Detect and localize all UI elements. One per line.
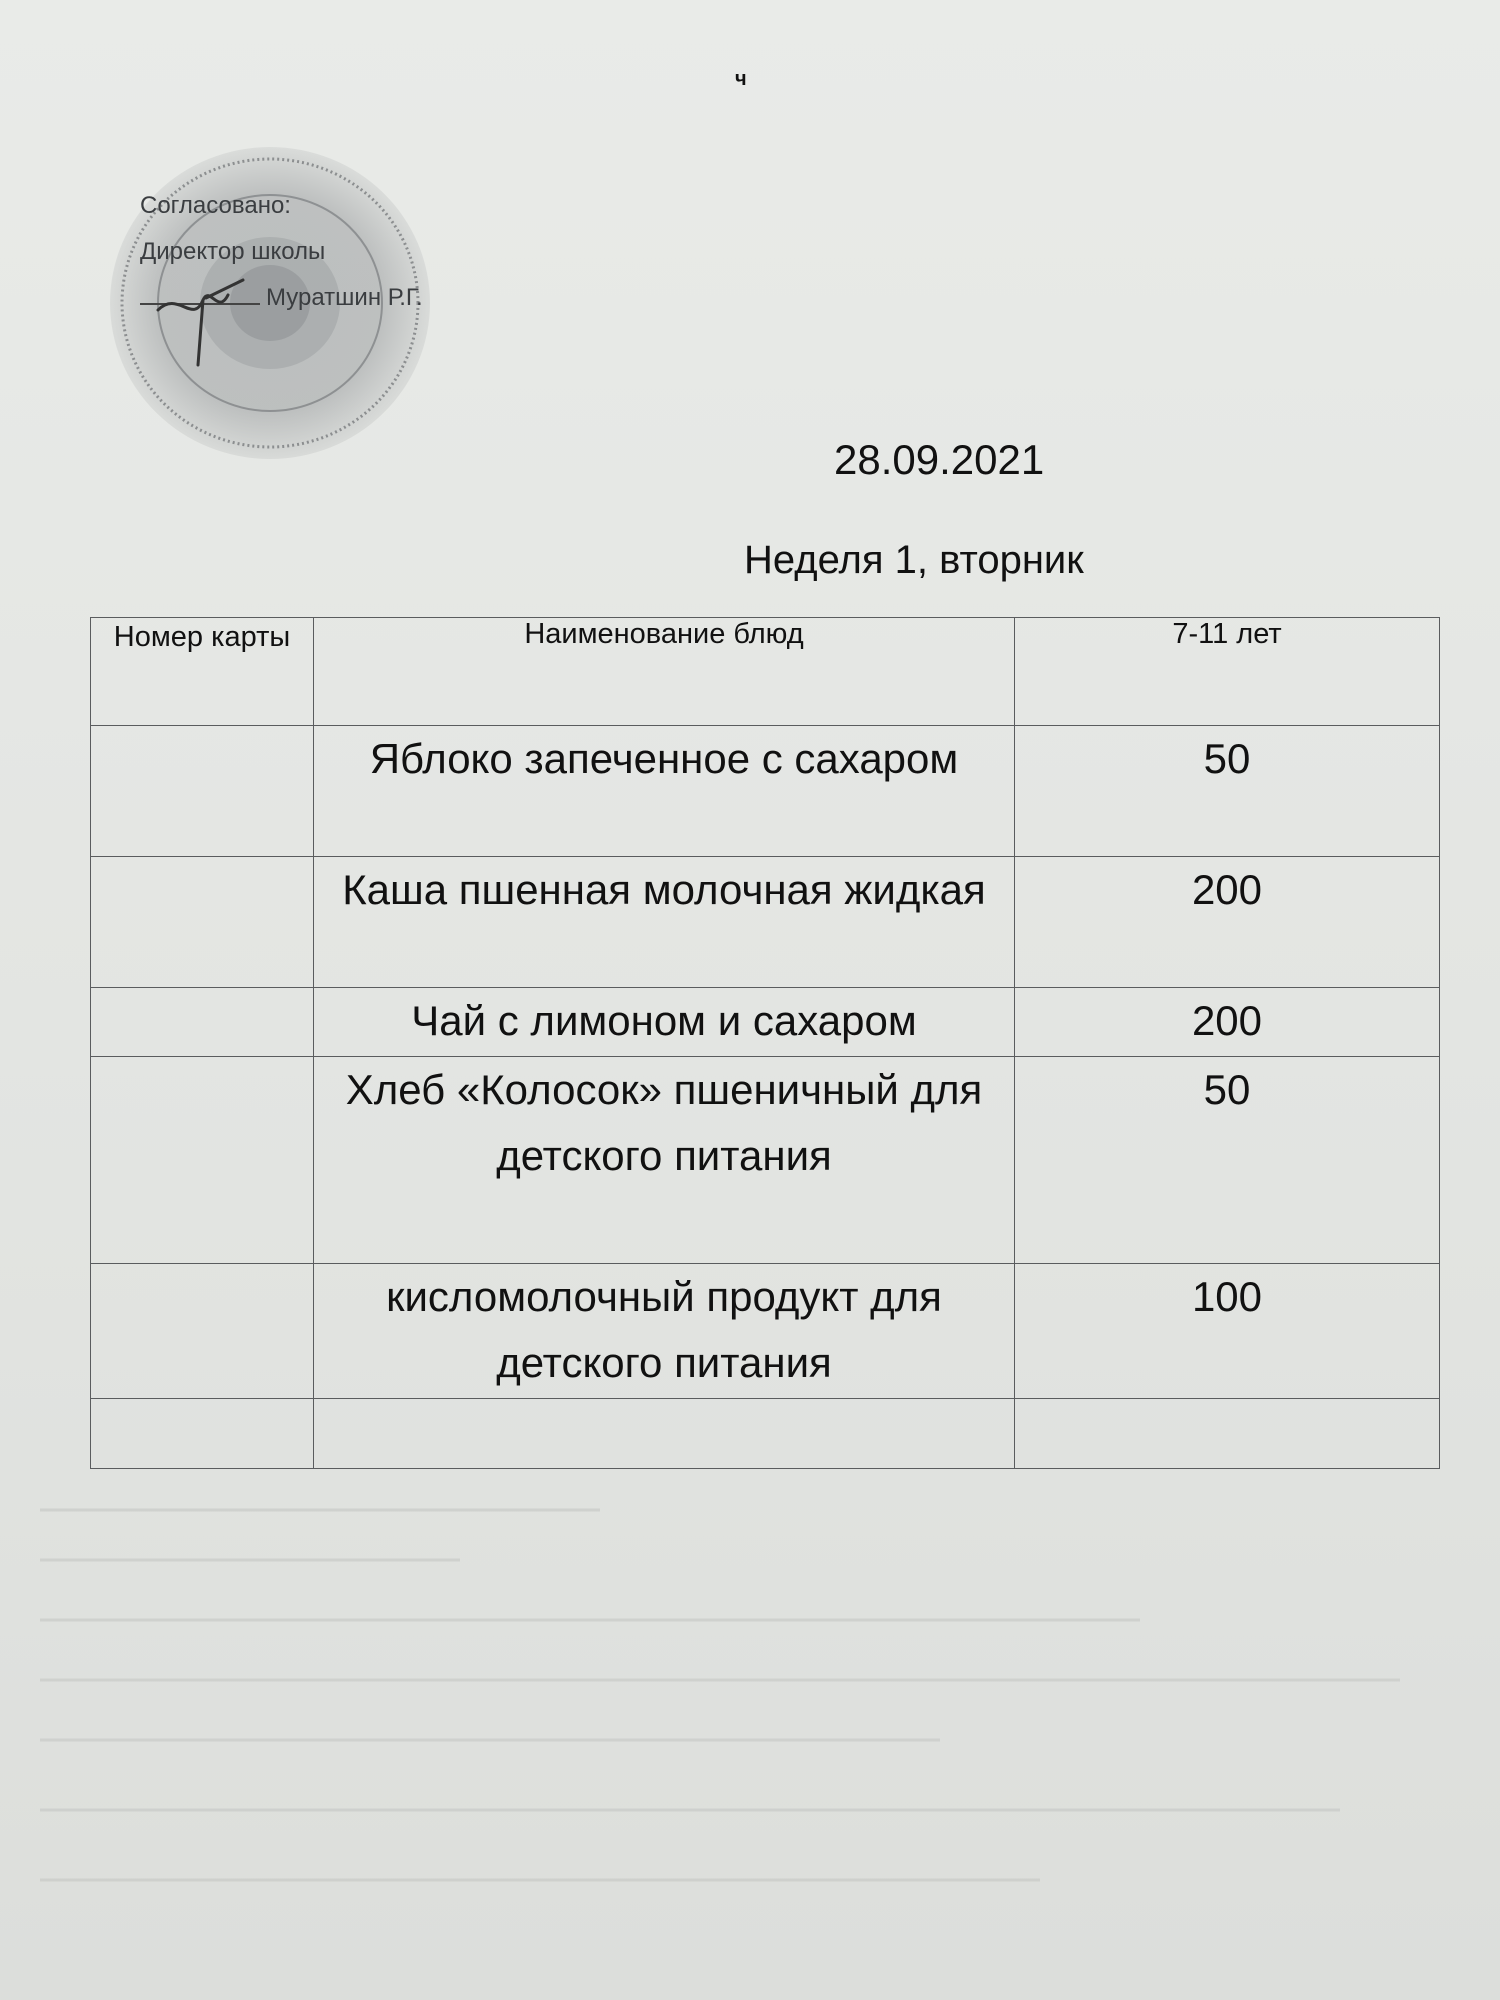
table-row <box>91 726 1440 857</box>
menu-week-day: Неделя 1, вторник <box>744 538 1084 582</box>
card-number-cell <box>91 1264 314 1399</box>
card-number-cell <box>91 988 314 1057</box>
handwritten-signature-icon <box>148 270 258 380</box>
dish-name-cell: кисломолочный продукт для детского питания <box>314 1264 1015 1399</box>
portion-cell: 100 <box>1015 1264 1440 1399</box>
card-number-cell <box>91 726 314 857</box>
column-header-age-group: 7-11 лет <box>1015 618 1440 726</box>
card-number-cell <box>91 857 314 988</box>
portion-cell: 50 <box>1015 1057 1440 1264</box>
dish-name-cell: Чай с лимоном и сахаром <box>314 988 1015 1057</box>
approval-label: Согласовано: <box>140 192 291 219</box>
table-row <box>91 988 1440 1057</box>
portion-cell: 200 <box>1015 988 1440 1057</box>
column-header-dish-name: Наименование блюд <box>314 618 1015 726</box>
menu-date: 28.09.2021 <box>834 436 1045 483</box>
column-header-card-number: Номер карты <box>91 618 314 726</box>
table-row <box>91 1399 1440 1469</box>
approval-signer: Муратшин Р.Г. <box>266 284 423 311</box>
portion-cell <box>1015 1399 1440 1469</box>
table-row <box>91 1264 1440 1399</box>
dish-name-cell <box>314 1399 1015 1469</box>
portion-cell: 50 <box>1015 726 1440 857</box>
bleed-through-lines-icon <box>40 1480 1460 1950</box>
dish-name-cell: Каша пшенная молочная жидкая <box>314 857 1015 988</box>
dish-name-cell: Яблоко запеченное с сахаром <box>314 726 1015 857</box>
table-row <box>91 857 1440 988</box>
card-number-cell <box>91 1399 314 1469</box>
approval-position: Директор школы <box>140 238 326 265</box>
card-number-cell <box>91 1057 314 1264</box>
table-header-row <box>91 618 1440 726</box>
top-mark: ч <box>735 68 747 90</box>
table-row <box>91 1057 1440 1264</box>
menu-table <box>90 617 1440 1469</box>
portion-cell: 200 <box>1015 857 1440 988</box>
dish-name-cell: Хлеб «Колосок» пшеничный для детского питания <box>314 1057 1015 1264</box>
